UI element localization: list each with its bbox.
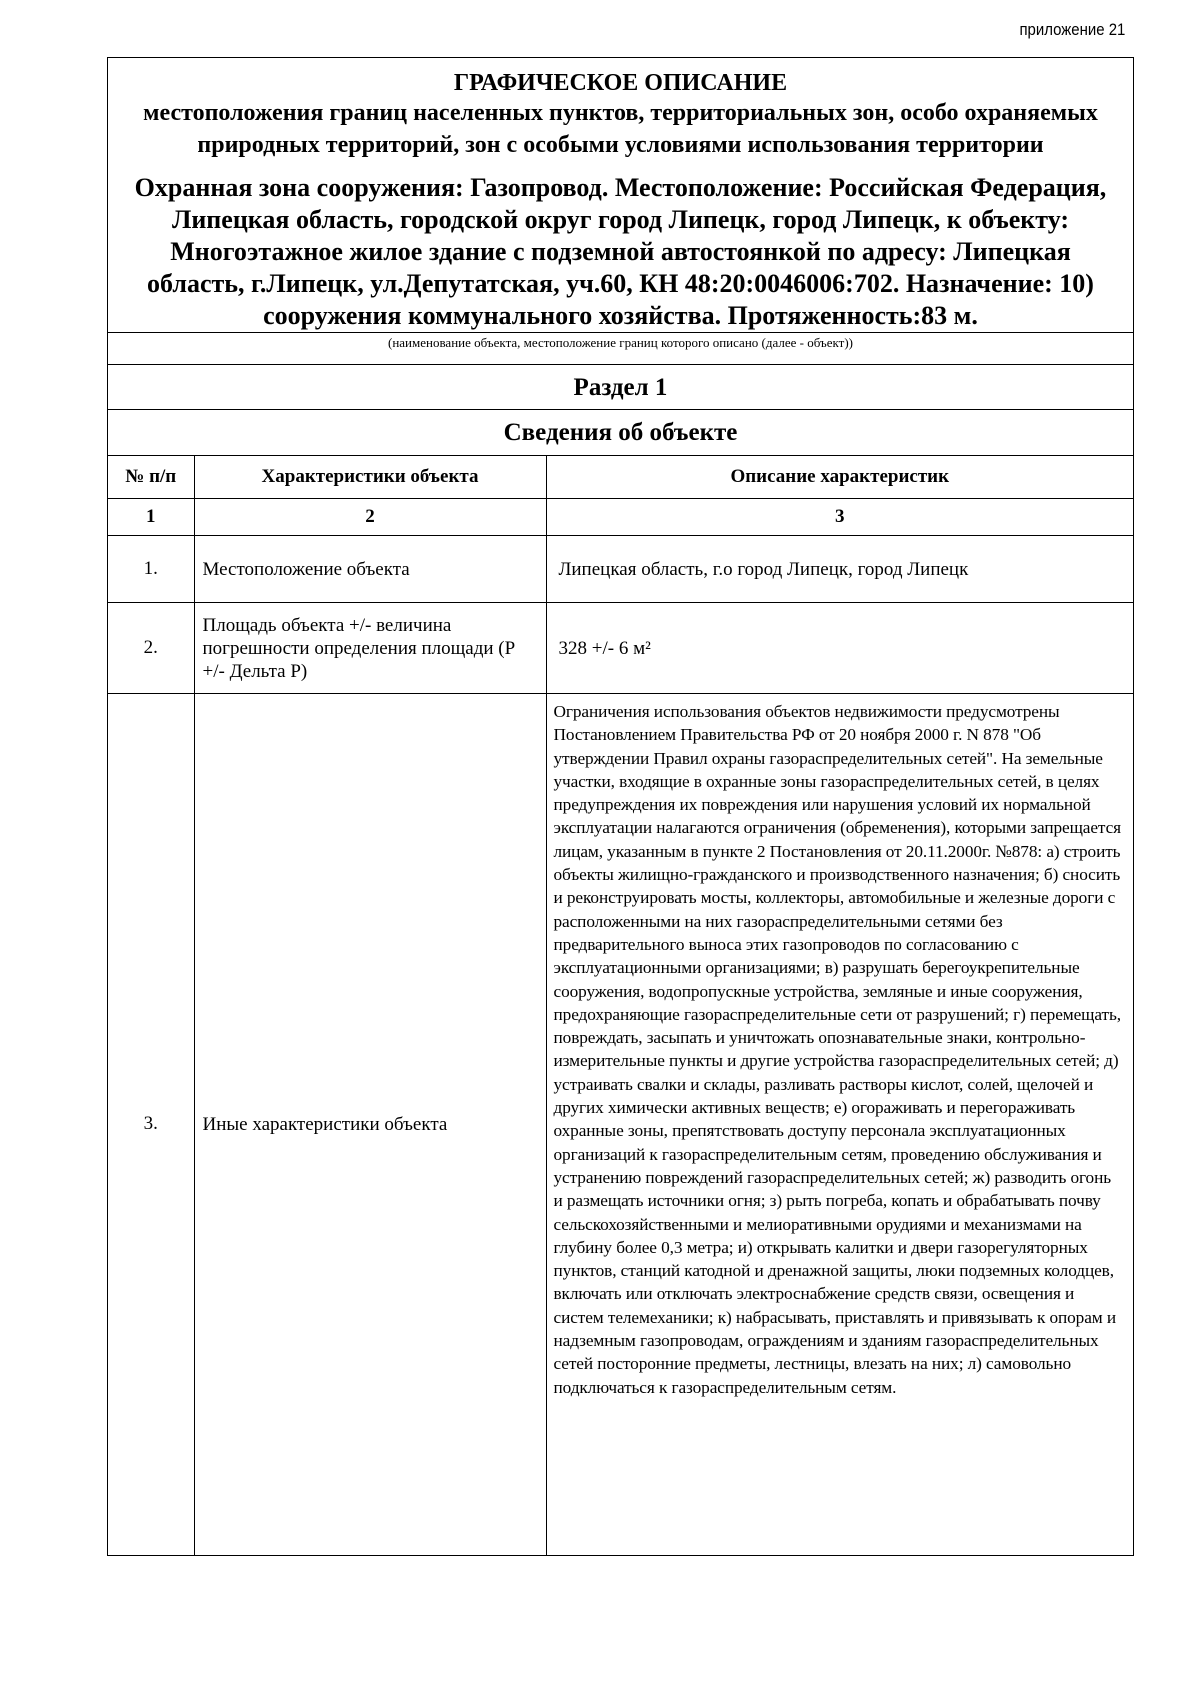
row-characteristic: Местоположение объекта — [194, 536, 546, 603]
column-header-number: № п/п — [108, 456, 194, 499]
row-characteristic: Иные характеристики объекта — [194, 694, 546, 1555]
document-subtitle: местоположения границ населенных пунктов, территориальных зон, особо охраняемых природных территорий, зон с особыми условиями использования территории — [143, 100, 1098, 158]
table-row — [108, 603, 1133, 694]
object-caption: (наименование объекта, местоположение границ которого описано (далее - объект)) — [108, 332, 1133, 364]
row-number: 2. — [108, 603, 194, 694]
row-number: 3. — [108, 694, 194, 1555]
object-info-table — [108, 455, 1133, 1555]
document-header — [108, 58, 1133, 332]
table-header-row — [108, 456, 1133, 499]
document-frame — [107, 57, 1134, 1556]
column-number: 1 — [108, 499, 194, 536]
appendix-label: приложение 21 — [1019, 20, 1125, 39]
section-title: Раздел 1 — [108, 364, 1133, 409]
table-row — [108, 536, 1133, 603]
row-description: Липецкая область, г.о город Липецк, город Липецк — [546, 536, 1133, 603]
column-number: 3 — [546, 499, 1133, 536]
row-description: Ограничения использования объектов недвижимости предусмотрены Постановлением Правительства РФ от 20 ноября 2000 г. N 878 "Об утверждении Правил охраны газораспределительных сетей". На земельные участки, входящие в охранные зоны газораспределительных сетей, в целях предупреждения их повреждения или нарушения условий их нормальной эксплуатации налагаются ограничения (обременения), которыми запрещается лицам, указанным в пункте 2 Постановления от 20.11.2000г. №878: а) строить объекты жилищно-гражданского и производственного назначения; б) сносить и реконструировать мосты, коллекторы, автомобильные и железные дороги с расположенными на них газораспределительными сетями без предварительного выноса этих газопроводов по согласованию с эксплуатационными организациями; в) разрушать берегоукрепительные сооружения, водопропускные устройства, земляные и иные сооружения, предохраняющие газораспределительные сети от разрушений; г) перемещать, повреждать, засыпать и уничтожать опознавательные знаки, контрольно-измерительные пункты и другие устройства газораспределительных сетей; д) устраивать свалки и склады, разливать растворы кислот, солей, щелочей и других химически активных веществ; е) огораживать и перегораживать охранные зоны, препятствовать доступу персонала эксплуатационных организаций к газораспределительным сетям, проведению обслуживания и устранению повреждений газораспределительных сетей; ж) разводить огонь и размещать источники огня; з) рыть погреба, копать и обрабатывать почву сельскохозяйственными и мелиоративными орудиями и механизмами на глубину более 0,3 метра; и) открывать калитки и двери газорегуляторных пунктов, станций катодной и дренажной защиты, люки подземных колодцев, включать или отключать электроснабжение средств связи, освещения и систем телемеханики; к) набрасывать, приставлять и привязывать к опорам и надземным газопроводам, ограждениям и зданиям газораспределительных сетей посторонние предметы, лестницы, влезать на них; л) самовольно подключаться к газораспределительным сетям. — [546, 694, 1133, 1555]
row-description: 328 +/- 6 м² — [546, 603, 1133, 694]
column-header-characteristic: Характеристики объекта — [194, 456, 546, 499]
object-name: Охранная зона сооружения: Газопровод. Местоположение: Российская Федерация, Липецкая область, городской округ город Липецк, город Липецк, к объекту: Многоэтажное жилое здание с подземной автостоянкой по адресу: Липецкая область, г.Липецк, ул.Депутатская, уч.60, КН 48:20:0046006:702. Назначение: 10) сооружения коммунального хозяйства. Протяженность:83 м. — [134, 173, 1107, 330]
table-row — [108, 694, 1133, 1555]
column-number-row — [108, 499, 1133, 536]
column-number: 2 — [194, 499, 546, 536]
row-number: 1. — [108, 536, 194, 603]
document-title: ГРАФИЧЕСКОЕ ОПИСАНИЕ — [453, 70, 788, 96]
section-subtitle: Сведения об объекте — [108, 409, 1133, 455]
row-characteristic: Площадь объекта +/- величина погрешности определения площади (P +/- Дельта P) — [194, 603, 546, 694]
column-header-description: Описание характеристик — [546, 456, 1133, 499]
